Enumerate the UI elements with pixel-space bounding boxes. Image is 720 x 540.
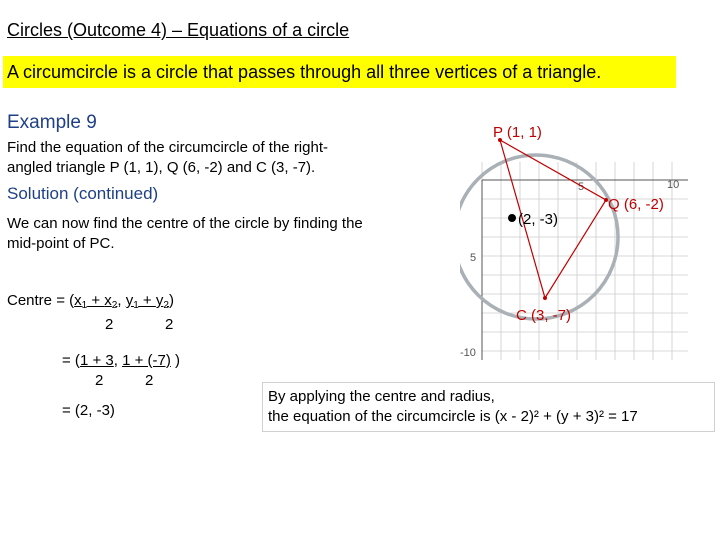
x1-symbol: x bbox=[74, 292, 82, 309]
substitution-denominators bbox=[95, 372, 195, 389]
y1-subscript: 1 bbox=[133, 300, 139, 311]
substitution-denominator-x: 2 bbox=[95, 372, 104, 389]
formula-x-numerator bbox=[74, 292, 117, 309]
grid-lines bbox=[482, 162, 688, 360]
point-c bbox=[543, 296, 547, 300]
substitution-y-numerator: 1 + (-7) bbox=[122, 352, 171, 369]
solution-heading: Solution (continued) bbox=[7, 184, 159, 203]
formula-denominators bbox=[105, 316, 225, 333]
substitution-line bbox=[62, 352, 180, 369]
example-heading: Example 9 bbox=[7, 112, 97, 133]
formula-denominator-x: 2 bbox=[105, 316, 114, 333]
answer-line-2: the equation of the circumcircle is (x - 2)² + (y + 3)² = 17 bbox=[268, 408, 638, 425]
problem-line-1: Find the equation of the circumcircle of the right- bbox=[7, 139, 328, 156]
answer-box bbox=[262, 382, 715, 432]
substitution-prefix: = ( bbox=[62, 352, 80, 369]
plus-sign: + bbox=[138, 292, 156, 309]
find-centre-text bbox=[7, 214, 363, 254]
label-p: P (1, 1) bbox=[493, 124, 542, 141]
y-tick-5: 5 bbox=[470, 252, 477, 264]
substitution-comma: , bbox=[113, 352, 123, 369]
formula-prefix: Centre = ( bbox=[7, 292, 75, 309]
substitution-x-numerator: 1 + 3 bbox=[79, 352, 114, 369]
formula-comma: , bbox=[117, 292, 126, 309]
centre-point bbox=[508, 214, 516, 222]
answer-line-1: By applying the centre and radius, bbox=[268, 388, 495, 405]
find-centre-line-1: We can now find the centre of the circle by finding the bbox=[7, 215, 363, 232]
circumcircle-graph bbox=[460, 120, 700, 368]
y1-symbol: y bbox=[125, 292, 134, 309]
label-q: Q (6, -2) bbox=[608, 196, 664, 213]
y-tick-minus-10: -10 bbox=[460, 347, 476, 359]
centre-result: = (2, -3) bbox=[62, 402, 115, 419]
x-tick-10: 10 bbox=[667, 179, 680, 191]
midpoint-formula bbox=[7, 292, 174, 311]
formula-y-numerator bbox=[126, 292, 169, 309]
label-centre: (2, -3) bbox=[518, 211, 559, 228]
definition-banner: A circumcircle is a circle that passes through all three vertices of a triangle. bbox=[3, 56, 676, 88]
x1-subscript: 1 bbox=[81, 300, 88, 311]
y2-subscript: 2 bbox=[163, 300, 169, 311]
substitution-suffix: ) bbox=[170, 352, 180, 369]
problem-statement bbox=[7, 138, 328, 178]
problem-line-2: angled triangle P (1, 1), Q (6, -2) and C (3, -7). bbox=[7, 159, 316, 176]
label-c: C (3, -7) bbox=[516, 307, 572, 324]
page-title: Circles (Outcome 4) – Equations of a circle bbox=[7, 20, 350, 40]
formula-suffix: ) bbox=[168, 292, 174, 309]
y2-symbol: y bbox=[155, 292, 164, 309]
x2-subscript: 2 bbox=[111, 300, 118, 311]
x2-symbol: x bbox=[104, 292, 112, 309]
plus-sign: + bbox=[87, 292, 105, 309]
formula-denominator-y: 2 bbox=[165, 316, 174, 333]
x-tick-5: 5 bbox=[578, 181, 585, 193]
substitution-denominator-y: 2 bbox=[145, 372, 154, 389]
find-centre-line-2: mid-point of PC. bbox=[7, 235, 115, 252]
